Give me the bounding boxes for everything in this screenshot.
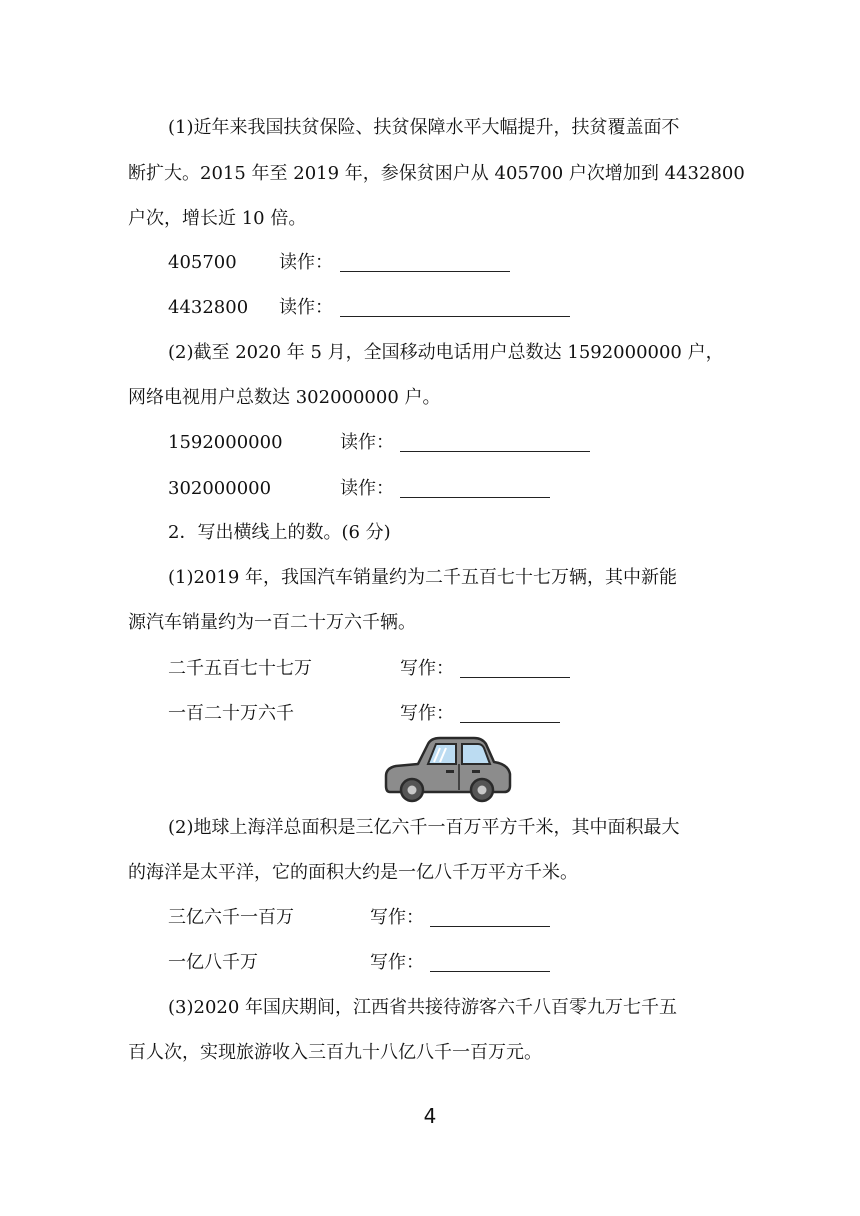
p2-item-2-text: 一亿八千万 xyxy=(168,952,258,973)
q2-text-line-2: 网络电视用户总数达 302000000 户。 xyxy=(128,387,441,408)
p2-item-1-answer-blank[interactable] xyxy=(430,926,550,927)
p2-item-2-answer-blank[interactable] xyxy=(430,971,550,972)
p1-item-2-text: 一百二十万六千 xyxy=(168,703,294,724)
q2-item-2-number: 302000000 xyxy=(168,478,272,499)
q2-item-1-number: 1592000000 xyxy=(168,432,283,453)
p1-text-line-2: 源汽车销量约为一百二十万六千辆。 xyxy=(128,612,416,633)
p2-text-line-2: 的海洋是太平洋，它的面积大约是一亿八千万平方千米。 xyxy=(128,862,578,883)
p2-item-2-label: 写作： xyxy=(370,952,424,973)
p3-text-line-2: 百人次，实现旅游收入三百九十八亿八千一百万元。 xyxy=(128,1042,542,1063)
q1-item-1-label: 读作： xyxy=(279,252,333,273)
q2-item-1-answer-blank[interactable] xyxy=(400,451,590,452)
p1-text-line-1: (1)2019 年，我国汽车销量约为二千五百七十七万辆，其中新能 xyxy=(168,567,678,588)
q2-text-line-1: (2)截至 2020 年 5 月，全国移动电话用户总数达 1592000000 户， xyxy=(168,342,724,363)
q1-item-2-number: 4432800 xyxy=(168,297,249,318)
q1-item-1-answer-blank[interactable] xyxy=(340,271,510,272)
section-2-heading: 2．写出横线上的数。(6 分) xyxy=(168,522,391,543)
p2-item-1-text: 三亿六千一百万 xyxy=(168,907,294,928)
q1-text-line-1: (1)近年来我国扶贫保险、扶贫保障水平大幅提升，扶贫覆盖面不 xyxy=(168,117,680,138)
p1-item-1-label: 写作： xyxy=(400,658,454,679)
p1-item-1-answer-blank[interactable] xyxy=(460,677,570,678)
q1-item-2-answer-blank[interactable] xyxy=(340,316,570,317)
q2-item-1-label: 读作： xyxy=(340,432,394,453)
p2-text-line-1: (2)地球上海洋总面积是三亿六千一百万平方千米，其中面积最大 xyxy=(168,817,680,838)
q2-item-2-answer-blank[interactable] xyxy=(400,497,550,498)
q1-text-line-3: 户次，增长近 10 倍。 xyxy=(128,208,307,229)
p3-text-line-1: (3)2020 年国庆期间，江西省共接待游客六千八百零九万七千五 xyxy=(168,997,678,1018)
q2-item-2-label: 读作： xyxy=(340,478,394,499)
p1-item-2-label: 写作： xyxy=(400,703,454,724)
q1-item-2-label: 读作： xyxy=(279,297,333,318)
p2-item-1-label: 写作： xyxy=(370,907,424,928)
p1-item-2-answer-blank[interactable] xyxy=(460,722,560,723)
car-illustration xyxy=(382,734,514,804)
q1-text-line-2: 断扩大。2015 年至 2019 年，参保贫困户从 405700 户次增加到 4432800 xyxy=(128,163,745,184)
page-number: 4 xyxy=(423,1104,437,1128)
q1-item-1-number: 405700 xyxy=(168,252,237,273)
p1-item-1-text: 二千五百七十七万 xyxy=(168,658,312,679)
